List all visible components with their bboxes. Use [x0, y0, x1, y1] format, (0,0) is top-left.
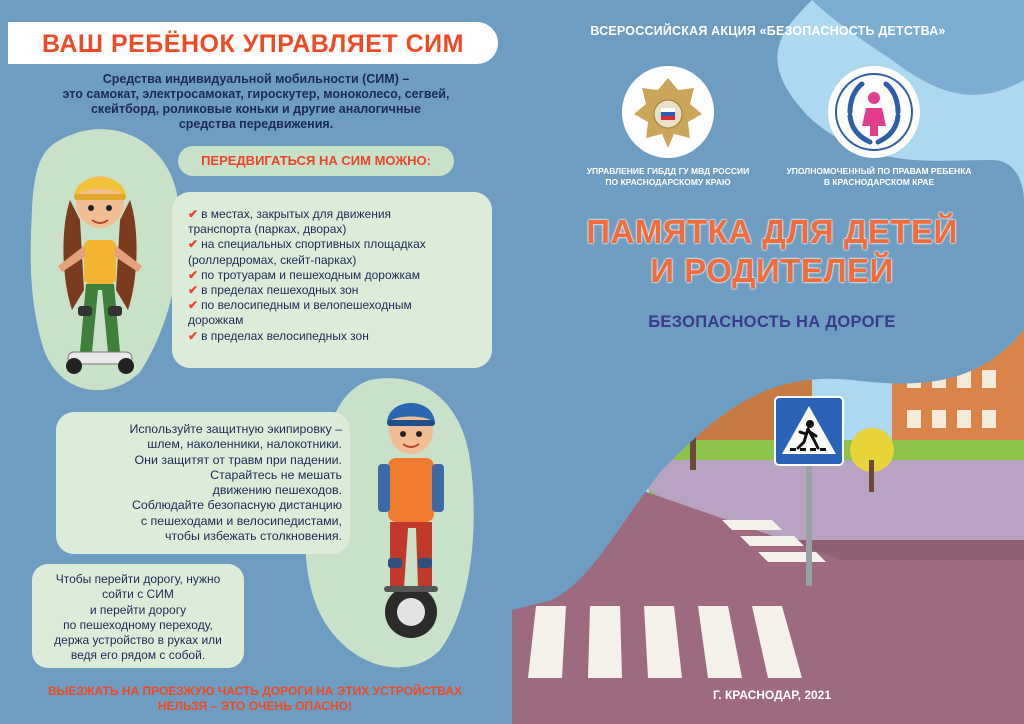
allowed-item-text-continued: транспорта (парках, дворах): [188, 222, 347, 237]
protection-line: шлем, наколенники, налокотники.: [147, 437, 342, 452]
crossing-line: и перейти дорогу: [89, 602, 187, 617]
wave-overlay: [512, 0, 1024, 724]
intro-line: средства передвижения.: [178, 117, 334, 131]
intro-text: [56, 72, 456, 132]
danger-warning: [20, 684, 490, 714]
protection-line: Они защитят от травм при падении.: [134, 452, 342, 467]
allowed-item-text: в пределах пешеходных зон: [201, 283, 359, 298]
protection-line: Используйте защитную экипировку –: [129, 422, 342, 436]
title-banner: [8, 22, 498, 64]
warning-line: НЕЛЬЗЯ – ЭТО ОЧЕНЬ ОПАСНО!: [157, 699, 353, 713]
child-rights-emblem-icon: [826, 64, 922, 160]
city-year: Г. КРАСНОДАР, 2021: [712, 688, 832, 702]
checkmark-icon: ✔: [188, 267, 199, 282]
list-item: [188, 268, 488, 283]
allowed-heading-pill: [178, 146, 454, 176]
list-item: [188, 237, 488, 267]
allowed-item-text: в местах, закрытых для движения: [201, 207, 392, 221]
ombudsman-caption: [774, 166, 984, 188]
subtitle: БЕЗОПАСНОСТЬ НА ДОРОГЕ: [648, 313, 896, 331]
page-title: ВАШ РЕБЁНОК УПРАВЛЯЕТ СИМ: [42, 30, 464, 58]
boy-on-monowheel-illustration: [360, 388, 464, 648]
org-line: УПОЛНОМОЧЕННЫЙ ПО ПРАВАМ РЕБЕНКА: [786, 166, 972, 176]
intro-line: Средства индивидуальной мобильности (СИМ) –: [102, 72, 410, 86]
protection-line: Старайтесь не мешать: [210, 467, 342, 482]
protection-line: движению пешеходов.: [212, 483, 342, 498]
crossing-line: Чтобы перейти дорогу, нужно: [55, 572, 221, 586]
crossing-text: [38, 572, 238, 664]
protection-line: Соблюдайте безопасную дистанцию: [131, 498, 342, 513]
allowed-item-text: по велосипедным и велопешеходным: [201, 298, 412, 313]
main-title-line: ПАМЯТКА ДЛЯ ДЕТЕЙ: [586, 213, 958, 250]
org-line: В КРАСНОДАРСКОМ КРАЕ: [823, 177, 935, 187]
allowed-item-text-continued: (роллердромах, скейт-парках): [188, 252, 357, 267]
gibdd-caption: [568, 166, 768, 188]
crossing-line: ведя его рядом с собой.: [70, 648, 206, 663]
crossing-line: по пешеходному переходу,: [63, 617, 213, 632]
checkmark-icon: ✔: [188, 207, 199, 221]
protection-line: чтобы избежать столкновения.: [165, 529, 342, 544]
allowed-list: [188, 207, 488, 344]
protection-text: [66, 422, 342, 544]
allowed-item-text: по тротуарам и пешеходным дорожкам: [201, 267, 420, 282]
checkmark-icon: ✔: [188, 328, 199, 343]
gibdd-emblem-icon: [620, 64, 716, 160]
allowed-item-text: на специальных спортивных площадках: [201, 237, 426, 252]
main-title-line: И РОДИТЕЛЕЙ: [650, 252, 894, 289]
list-item: [188, 329, 488, 344]
warning-line: ВЫЕЗЖАТЬ НА ПРОЕЗЖУЮ ЧАСТЬ ДОРОГИ НА ЭТИХ УСТРОЙСТВАХ: [47, 684, 463, 698]
checkmark-icon: ✔: [188, 237, 199, 252]
pedestrian-crossing-sign-icon: [774, 396, 844, 466]
protection-line: с пешеходами и велосипедистами,: [140, 513, 342, 528]
allowed-heading: ПЕРЕДВИГАТЬСЯ НА СИМ МОЖНО:: [201, 153, 431, 168]
right-page: [512, 0, 1024, 724]
campaign-title: ВСЕРОССИЙСКАЯ АКЦИЯ «БЕЗОПАСНОСТЬ ДЕТСТВА»: [590, 24, 946, 38]
crossing-line: держа устройство в руках или: [54, 633, 222, 648]
girl-on-hoverboard-illustration: [40, 140, 170, 385]
intro-line: это самокат, электросамокат, гироскутер, моноколесо, сегвей,: [62, 87, 450, 101]
org-line: ПО КРАСНОДАРСКОМУ КРАЮ: [605, 177, 731, 187]
checkmark-icon: ✔: [188, 283, 199, 298]
org-line: УПРАВЛЕНИЕ ГИБДД ГУ МВД РОССИИ: [586, 166, 750, 176]
allowed-item-text-continued: дорожкам: [188, 313, 244, 328]
list-item: [188, 298, 488, 328]
list-item: [188, 283, 488, 298]
intro-line: скейтборд, роликовые коньки и другие аналогичные: [90, 102, 422, 116]
crossing-line: сойти с СИМ: [102, 587, 174, 602]
checkmark-icon: ✔: [188, 298, 199, 313]
allowed-item-text: в пределах велосипедных зон: [201, 328, 369, 343]
list-item: [188, 207, 488, 237]
main-title: [552, 212, 992, 290]
